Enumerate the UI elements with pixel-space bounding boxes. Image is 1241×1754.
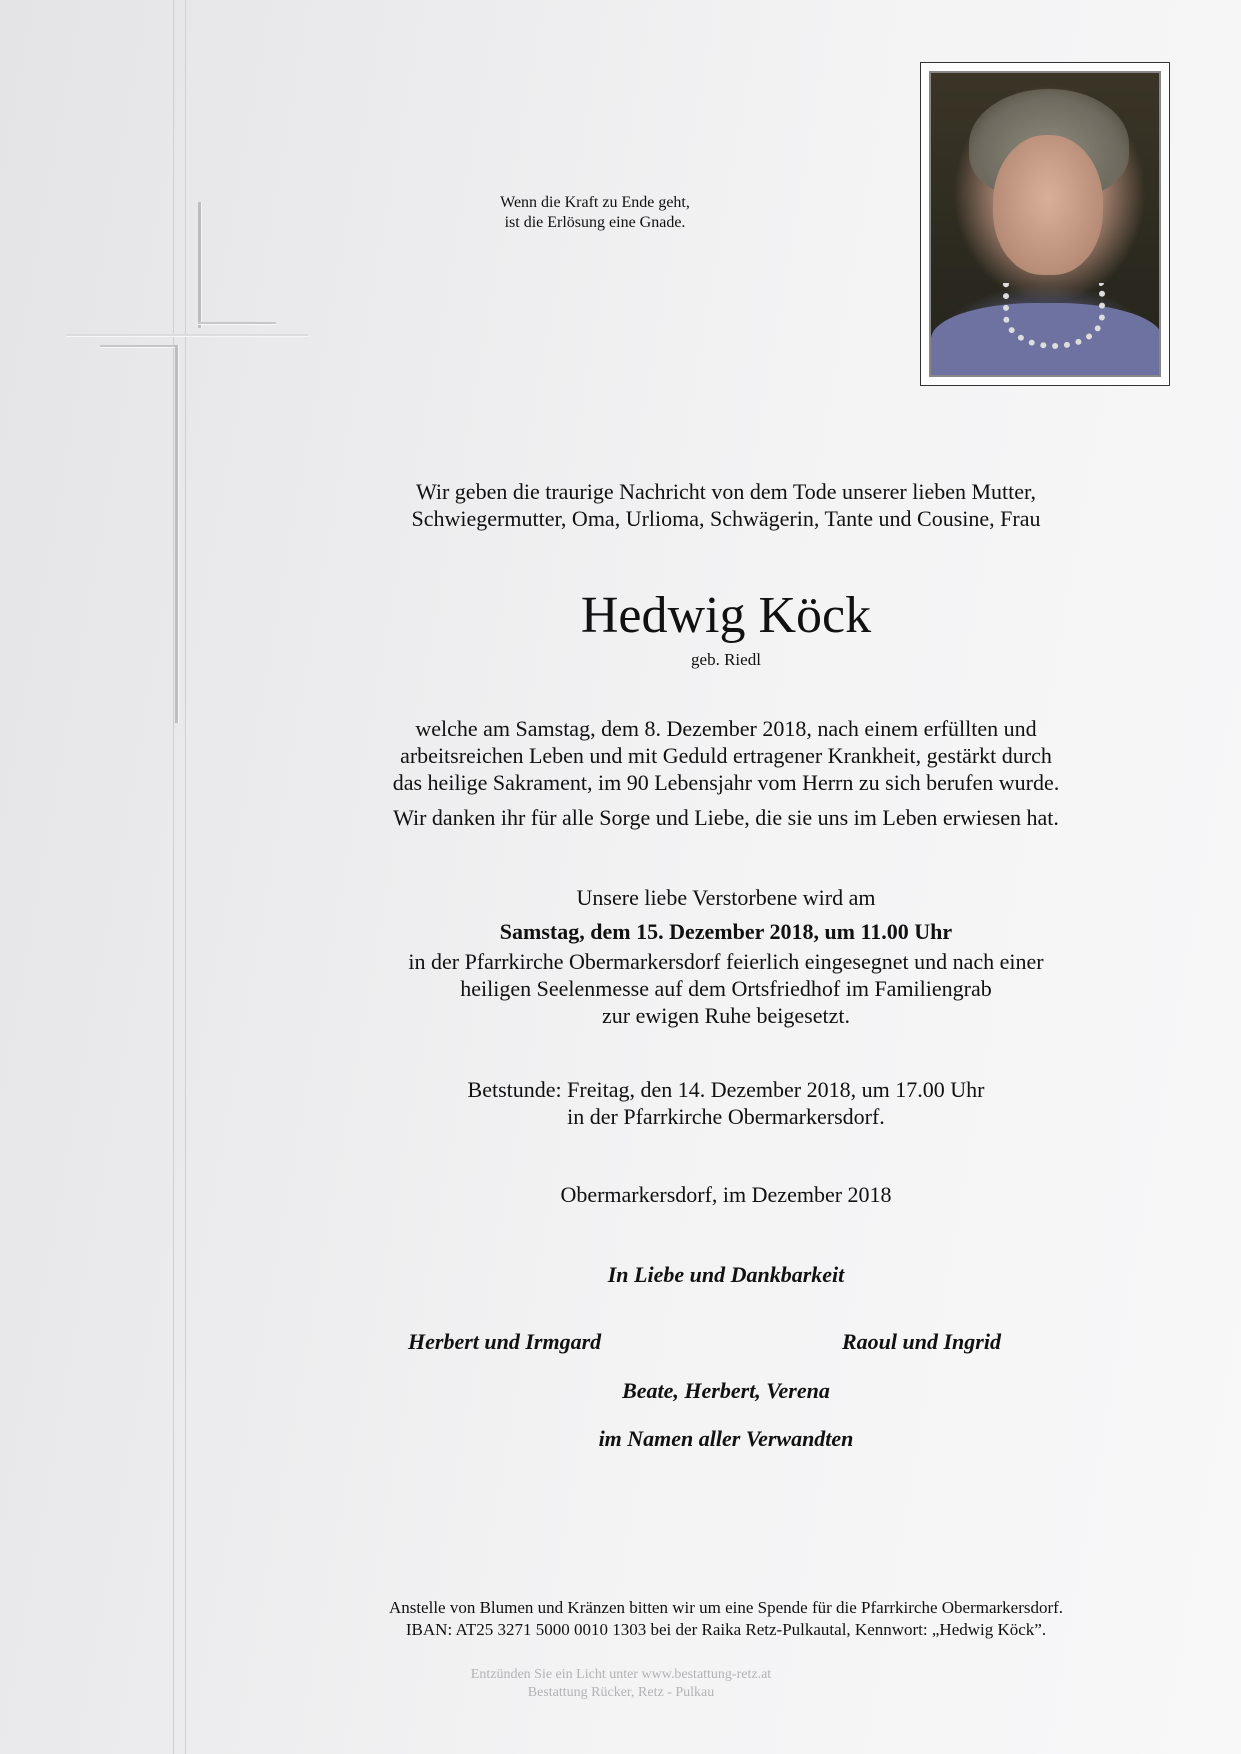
portrait-necklace	[1003, 283, 1105, 349]
passing-line-4: Wir danken ihr für alle Sorge und Liebe, die sie uns im Leben erwiesen hat.	[393, 805, 1059, 830]
cross-upper-horizontal	[198, 322, 276, 324]
portrait-frame	[920, 62, 1170, 386]
place-date: Obermarkersdorf, im Dezember 2018	[560, 1182, 892, 1207]
passing-line-3: das heilige Sakrament, im 90 Lebensjahr vom Herrn zu sich berufen wurde.	[392, 770, 1060, 795]
funeral-line-3: heiligen Seelenmesse auf dem Ortsfriedhof im Familiengrab	[460, 976, 992, 1001]
mourner-right: Raoul und Ingrid	[842, 1329, 1001, 1354]
footer-line-2: Bestattung Rücker, Retz - Pulkau	[527, 1685, 715, 1700]
passing-text	[326, 715, 1126, 831]
funeral-info	[326, 884, 1126, 1029]
cross-faint-horizontal	[66, 334, 308, 336]
prayer-line-1: Betstunde: Freitag, den 14. Dezember 2018, um 17.00 Uhr	[467, 1077, 985, 1102]
footer	[346, 1666, 896, 1702]
footer-line-1: Entzünden Sie ein Licht unter www.bestattung-retz.at	[470, 1667, 772, 1682]
funeral-date: Samstag, dem 15. Dezember 2018, um 11.00 Uhr	[499, 919, 953, 944]
donation-line-2: IBAN: AT25 3271 5000 0010 1303 bei der Raika Retz-Pulkautal, Kennwort: „Hedwig Köck”.	[405, 1620, 1047, 1639]
quote-line-2: ist die Erlösung eine Gnade.	[504, 214, 686, 231]
passing-line-2: arbeitsreichen Leben und mit Geduld ertragener Krankheit, gestärkt durch	[400, 743, 1052, 768]
passing-line-1: welche am Samstag, dem 8. Dezember 2018, nach einem erfüllten und	[415, 716, 1037, 741]
cross-lower-vertical	[175, 345, 178, 723]
quote-line-1: Wenn die Kraft zu Ende geht,	[500, 194, 690, 211]
mourners-intro: In Liebe und Dankbarkeit	[607, 1262, 845, 1287]
cross-upper-vertical	[198, 202, 201, 328]
margin-line-left	[173, 0, 174, 1754]
portrait-face	[993, 135, 1103, 275]
opening-quote	[460, 193, 730, 233]
announcement-line-1: Wir geben die traurige Nachricht von dem Tode unserer lieben Mutter,	[415, 479, 1036, 504]
deceased-name: Hedwig Köck	[580, 587, 872, 644]
prayer-info	[326, 1076, 1126, 1130]
announcement-line-2: Schwiegermutter, Oma, Urlioma, Schwägerin, Tante und Cousine, Frau	[411, 506, 1041, 531]
prayer-line-2: in der Pfarrkirche Obermarkersdorf.	[567, 1104, 885, 1129]
donation-line-1: Anstelle von Blumen und Kränzen bitten wir um eine Spende für die Pfarrkirche Obermarkersdorf.	[388, 1598, 1064, 1617]
announcement	[346, 478, 1106, 532]
mourner-left: Herbert und Irmgard	[408, 1329, 602, 1354]
mourner-center: Beate, Herbert, Verena	[622, 1378, 830, 1403]
maiden-name: geb. Riedl	[691, 650, 761, 669]
funeral-line-4: zur ewigen Ruhe beigesetzt.	[601, 1003, 850, 1028]
funeral-line-1: Unsere liebe Verstorbene wird am	[576, 885, 876, 910]
mourners-closing: im Namen aller Verwandten	[598, 1426, 854, 1451]
donation-note	[246, 1597, 1206, 1641]
funeral-line-2: in der Pfarrkirche Obermarkersdorf feierlich eingesegnet und nach einer	[408, 949, 1044, 974]
cross-lower-horizontal	[100, 345, 178, 347]
portrait-photo	[929, 71, 1161, 377]
margin-line-right	[185, 0, 186, 1754]
